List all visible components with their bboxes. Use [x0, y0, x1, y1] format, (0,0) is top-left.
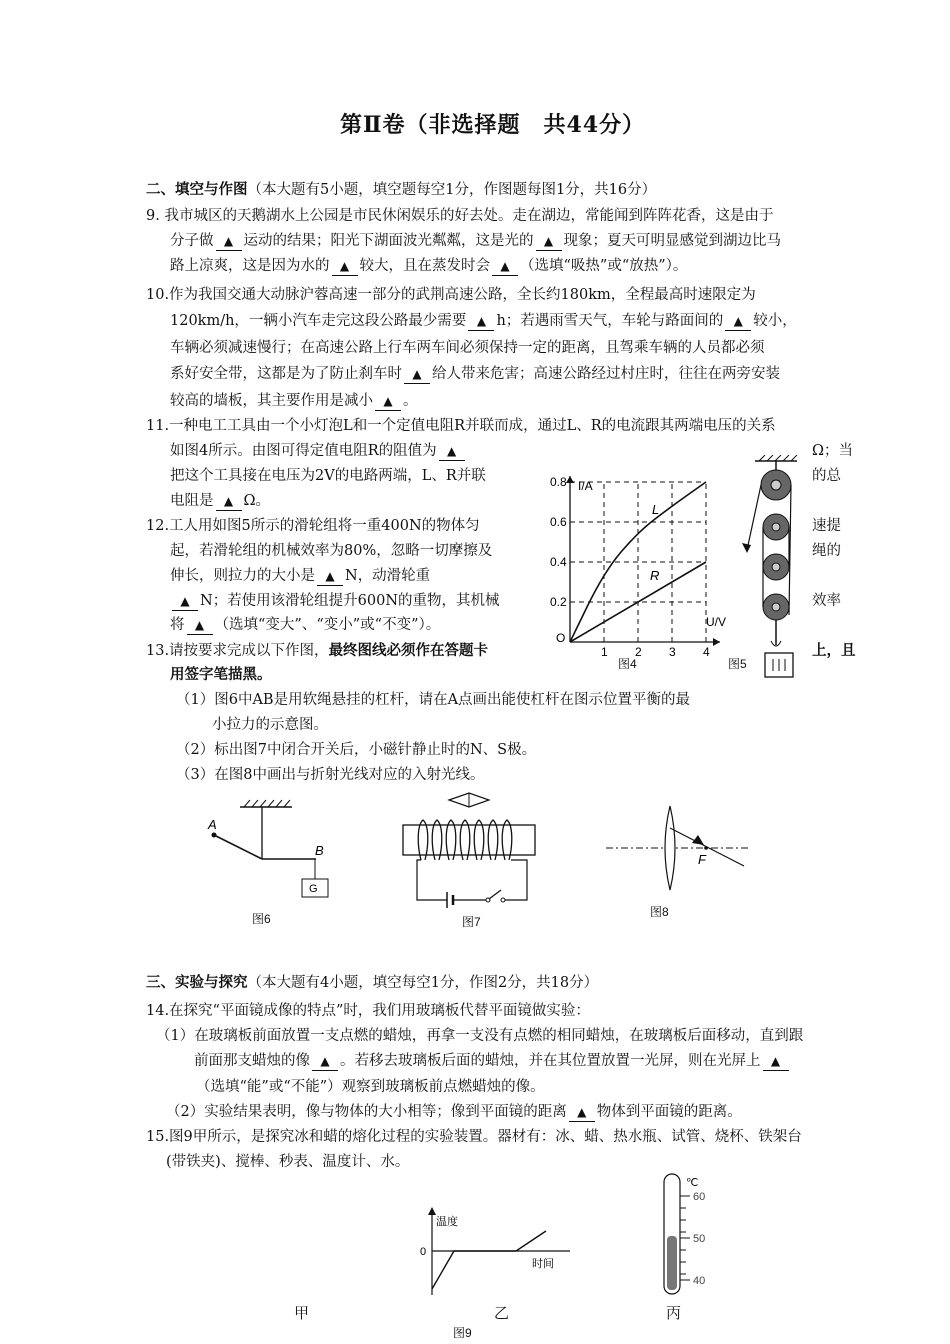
x-tick-label: 3 — [669, 645, 676, 659]
answer-blank[interactable] — [216, 232, 242, 251]
q13-sub1-cont: 小拉力的示意图。 — [212, 717, 328, 733]
figure-9c-thermometer — [660, 1172, 720, 1297]
q9-text: 分子做 — [170, 233, 214, 249]
q15-line2: (带铁夹)、搅棒、秒表、温度计、水。 — [166, 1154, 410, 1170]
q13-text: 13.请按要求完成以下作图， — [146, 643, 329, 659]
answer-blank[interactable] — [216, 492, 242, 511]
q10-text: 给人带来危害；高速公路经过村庄时，往往在两旁安装 — [432, 366, 780, 382]
lever-arm-a — [214, 835, 262, 859]
figure-7-solenoid — [395, 790, 545, 915]
q11-text: Ω。 — [243, 493, 271, 509]
q14-line5 — [166, 1101, 742, 1123]
chart-ticks — [550, 475, 710, 659]
figure-8-caption: 图8 — [650, 905, 669, 919]
q11-line3-end: 的总 — [812, 468, 841, 484]
q10-line2 — [170, 310, 797, 332]
q12-text: 将 — [170, 617, 185, 633]
focus-point — [704, 846, 708, 850]
temp-label: 温度 — [436, 1216, 458, 1228]
q12-line3 — [170, 565, 430, 587]
y-tick-label: 0.6 — [550, 515, 567, 529]
answer-blank[interactable] — [725, 312, 751, 331]
figure-4-chart — [540, 470, 730, 670]
convex-lens — [665, 806, 675, 890]
q13-emphasis: 最终图线必须作在答题卡 — [328, 642, 489, 659]
x-axis-label: U/V — [706, 615, 727, 629]
answer-blank[interactable] — [317, 567, 343, 586]
melting-curve — [432, 1231, 546, 1289]
q12-line4 — [170, 590, 500, 612]
label-b: B — [315, 843, 324, 858]
q13-sub1: （1）图6中AB是用软绳悬挂的杠杆，请在A点画出能使杠杆在图示位置平衡的最 — [176, 692, 691, 708]
q10-text: 120km/h，一辆小汽车走完这段公路最少需要 — [170, 313, 467, 329]
figure-6-caption: 图6 — [252, 912, 271, 926]
tick-60: 60 — [693, 1191, 706, 1203]
q10-text: 。 — [403, 393, 418, 409]
q10-line4 — [170, 363, 780, 385]
figure-9b-graph — [410, 1205, 580, 1300]
figure-9c-label: 丙 — [666, 1304, 682, 1322]
q14-text: 。若移去玻璃板后面的蜡烛，并在其位置放置一光屏，则在光屏上 — [340, 1053, 761, 1069]
q14-line2: （1）在玻璃板前面放置一支点燃的蜡烛，再拿一支没有点燃的相同蜡烛，在玻璃板后面移动，直到跟 — [156, 1028, 804, 1044]
y-tick-label: 0.2 — [550, 595, 567, 609]
q14-line4: （选填“能”或“不能”）观察到玻璃板前点燃蜡烛的像。 — [196, 1079, 545, 1095]
section-2-note: （本大题有5小题，填空题每空1分，作图题每图1分，共16分） — [247, 182, 657, 198]
q12-line2-end: 绳的 — [812, 543, 841, 559]
answer-blank[interactable] — [375, 392, 401, 411]
q11-line2-end: Ω；当 — [812, 443, 854, 459]
figure-9b-label: 乙 — [494, 1304, 510, 1322]
wire-right — [505, 860, 527, 900]
q12-line1-end: 速提 — [812, 518, 841, 534]
switch — [489, 890, 501, 899]
q14-line1: 14.在探究“平面镜成像的特点”时，我们用玻璃板代替平面镜做实验： — [146, 1003, 590, 1019]
q10-text: h；若遇雨雪天气，车轮与路面间的 — [496, 313, 724, 329]
q11-text: 电阻是 — [170, 493, 214, 509]
x-tick-label: 4 — [703, 645, 710, 659]
figure-4-caption: 图4 — [618, 657, 637, 671]
q12-line1: 12.工人用如图5所示的滑轮组将一重400N的物体匀 — [146, 518, 480, 534]
q11-line1: 11.一种电工工具由一个小灯泡L和一个定值电阻R并联而成，通过L、R的电流跟其两端电压的关系 — [146, 418, 776, 434]
q12-text: 伸长，则拉力的大小是 — [170, 568, 315, 584]
q9-text: 路上凉爽，这是因为水的 — [170, 258, 330, 274]
ceiling-hatch — [759, 455, 797, 461]
q10-line3: 车辆必须减速慢行；在高速公路上行车两车间必须保持一定的距离，且驾乘车辆的人员都必须 — [170, 340, 765, 356]
q14-text: 前面那支蜡烛的像 — [194, 1053, 310, 1069]
pull-arrow — [742, 543, 751, 553]
label-g: G — [309, 883, 318, 895]
q11-text: 如图4所示。由图可得定值电阻R的阻值为 — [170, 443, 437, 459]
mercury-column — [667, 1236, 677, 1290]
section-2-heading — [146, 179, 656, 201]
q13-line1 — [146, 640, 488, 662]
chart-grid — [570, 482, 706, 642]
q9-line3 — [170, 255, 687, 277]
series-label-L: L — [652, 502, 660, 517]
q9-text: 较大，且在蒸发时会 — [359, 258, 490, 274]
chart-axes — [566, 476, 720, 646]
section-2-title: 二、填空与作图 — [146, 181, 248, 198]
q12-line2: 起，若滑轮组的机械效率为80%，忽略一切摩擦及 — [170, 543, 493, 559]
answer-blank[interactable] — [763, 1052, 789, 1071]
q9-text: 现象；夏天可明显感觉到湖边比马 — [563, 233, 781, 249]
answer-blank[interactable] — [468, 312, 494, 331]
q11-line4 — [170, 490, 270, 512]
figure-7-caption: 图7 — [462, 915, 481, 929]
point-a — [212, 833, 217, 838]
q9-text: 运动的结果；阳光下湖面波光粼粼，这是光的 — [243, 233, 534, 249]
q12-line5 — [170, 614, 440, 636]
q13-line1-end: 上，且 — [812, 642, 856, 659]
answer-blank[interactable] — [187, 616, 213, 635]
figure-8-lens — [600, 800, 760, 895]
section-3-note: （本大题有4小题，填空每空1分，作图2分，共18分） — [247, 975, 599, 991]
q10-line1: 10.作为我国交通大动脉沪蓉高速一部分的武荆高速公路，全长约180km，全程最高时速限定为 — [146, 287, 756, 303]
q10-text: 较小， — [753, 313, 797, 329]
tick-50: 50 — [693, 1233, 706, 1245]
q12-text: N；若使用该滑轮组提升600N的重物，其机械 — [200, 593, 500, 609]
wire-left — [417, 860, 447, 900]
q14-text: 物体到平面镜的距离。 — [596, 1104, 742, 1120]
q12-line4-end: 效率 — [812, 593, 841, 609]
y-axis-label: I/A — [578, 479, 593, 493]
q13-line2: 用签字笔描黑。 — [170, 666, 272, 683]
tick-40: 40 — [693, 1275, 706, 1287]
x-axis-arrow — [713, 638, 720, 646]
q10-text: 系好安全带，这都是为了防止刹车时 — [170, 366, 402, 382]
zero-label: 0 — [420, 1246, 427, 1258]
unit-label: ℃ — [686, 1177, 699, 1189]
series-label-R: R — [650, 568, 660, 583]
answer-blank[interactable] — [439, 442, 465, 461]
page-title: 第Ⅱ卷（非选择题 共44分） — [340, 112, 646, 138]
q11-line2 — [170, 440, 467, 462]
answer-blank[interactable] — [569, 1103, 595, 1122]
q10-line5 — [170, 390, 418, 412]
answer-blank[interactable] — [492, 257, 518, 276]
q12-text: N，动滑轮重 — [345, 568, 431, 584]
figure-9a-label: 甲 — [294, 1304, 310, 1322]
q15-line1: 15.图9甲所示，是探究冰和蜡的熔化过程的实验装置。器材有：冰、蜡、热水瓶、试管、烧杯、铁架台 — [146, 1129, 802, 1145]
q13-sub2: （2）标出图7中闭合开关后，小磁针静止时的N、S极。 — [176, 742, 537, 758]
q12-text: （选填“变大”、“变小”或“不变”）。 — [214, 617, 441, 633]
q10-text: 较高的墙板，其主要作用是减小 — [170, 393, 373, 409]
y-tick-label: 0.4 — [550, 555, 567, 569]
section-3-title: 三、实验与探究 — [146, 974, 248, 991]
q13-sub3: （3）在图8中画出与折射光线对应的入射光线。 — [176, 767, 485, 783]
figure-9-caption: 图9 — [453, 1326, 472, 1340]
time-label: 时间 — [532, 1258, 554, 1270]
figure-6-lever — [200, 795, 350, 910]
label-f: F — [698, 852, 706, 867]
label-a: A — [208, 817, 217, 832]
figure-5-pulley — [735, 455, 810, 685]
y-tick-label: 0.8 — [550, 475, 567, 489]
figure-5-caption: 图5 — [728, 657, 747, 671]
thermometer-scale — [680, 1196, 690, 1280]
answer-blank[interactable] — [332, 257, 358, 276]
answer-blank[interactable] — [172, 592, 198, 611]
answer-blank[interactable] — [536, 232, 562, 251]
q11-line3: 把这个工具接在电压为2V的电路两端，L、R并联 — [170, 468, 486, 484]
q9-line1: 9. 我市城区的天鹅湖水上公园是市民休闲娱乐的好去处。走在湖边，常能闻到阵阵花香，这是由于 — [146, 208, 774, 224]
q9-text: （选填“吸热”或“放热”）。 — [520, 258, 688, 274]
q14-line3 — [194, 1050, 791, 1072]
answer-blank[interactable] — [404, 365, 430, 384]
x-tick-label: 1 — [601, 645, 608, 659]
q14-text: （2）实验结果表明，像与物体的大小相等；像到平面镜的距离 — [166, 1104, 567, 1120]
answer-blank[interactable] — [312, 1052, 338, 1071]
section-3-heading — [146, 972, 598, 994]
x-tick-label: 2 — [635, 645, 642, 659]
q9-line2 — [170, 230, 781, 252]
y-axis-arrow — [566, 476, 574, 483]
origin-label: O — [556, 631, 566, 645]
